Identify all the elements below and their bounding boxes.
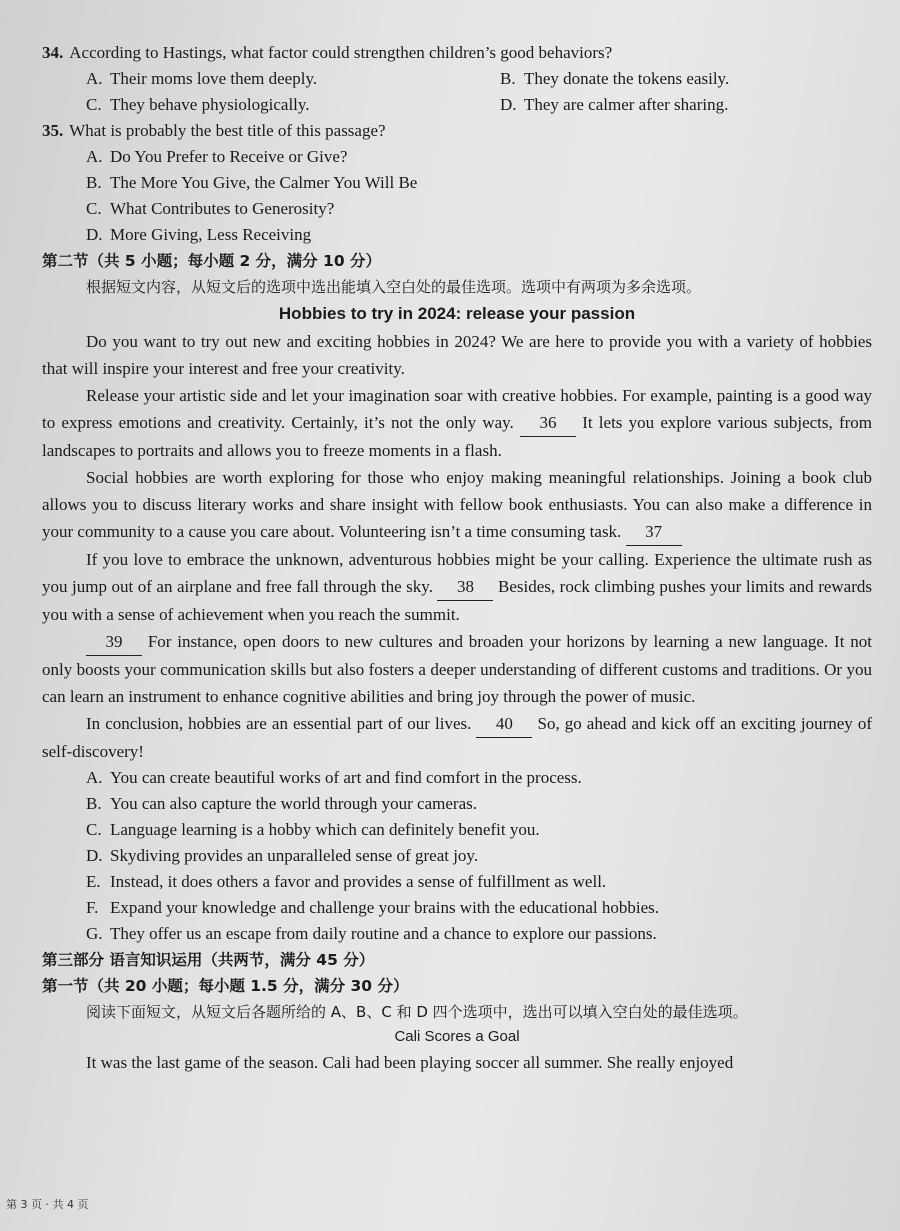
story-title: Cali Scores a Goal (394, 1028, 520, 1045)
blank-39[interactable]: 39 (86, 628, 142, 656)
paragraph-5: 39 For instance, open doors to new cultures and broaden your horizons by learning a new language. It not only boosts your communication skills but also fosters a deeper understanding of different customs and traditions. Or you can learn an instrument to enhance cognitive abilities and bring joy through the power of music. (42, 628, 872, 710)
blank-40[interactable]: 40 (476, 710, 532, 738)
blank-37[interactable]: 37 (626, 518, 682, 546)
paragraph-2: Release your artistic side and let your imagination soar with creative hobbies. For example, painting is a good way to express emotions and creativity. Certainly, it’s not the only way. 36 It lets you explore various subjects, from landscapes to portraits and allows you to freeze moments in a flash. (42, 386, 873, 460)
section-instruction: 根据短文内容，从短文后的选项中选出能填入空白处的最佳选项。选项中有两项为多余选项。 (86, 278, 702, 296)
page-footer: 第 3 页 · 共 4 页 (6, 1198, 89, 1211)
choice-g[interactable]: G. They offer us an escape from daily routine and a chance to explore our passions. (86, 924, 657, 943)
question-number: 34. (42, 43, 64, 62)
option-a[interactable]: A. Do You Prefer to Receive or Give? (86, 147, 348, 166)
section-heading: 第二节（共 5 小题；每小题 2 分，满分 10 分） (42, 252, 382, 270)
blank-36[interactable]: 36 (520, 409, 576, 437)
paragraph-1: Do you want to try out new and exciting hobbies in 2024? We are here to provide you with a variety of hobbies that will inspire your interest and free your creativity. (42, 332, 872, 378)
choice-e[interactable]: E. Instead, it does others a favor and provides a sense of fulfillment as well. (86, 872, 607, 891)
option-d[interactable]: D. More Giving, Less Receiving (86, 225, 312, 244)
option-c[interactable]: C. What Contributes to Generosity? (86, 199, 335, 218)
page-content (42, 40, 872, 1076)
paragraph-4: If you love to embrace the unknown, adventurous hobbies might be your calling. Experience the ultimate rush as you jump out of an airplane and free fall through the sky. 38 Besides, rock climbing pushes your limits and rewards you with a sense of achievement when you reach the summit. (42, 550, 873, 624)
part3-instruction: 阅读下面短文，从短文后各题所给的 A、B、C 和 D 四个选项中，选出可以填入空白处的最佳选项。 (86, 1003, 748, 1021)
question-34 (42, 40, 872, 66)
option-c[interactable]: C. They behave physiologically. (86, 95, 310, 114)
question-stem: What is probably the best title of this passage? (69, 121, 386, 140)
choice-d[interactable]: D. Skydiving provides an unparalleled sense of great joy. (86, 846, 479, 865)
option-b[interactable]: B. The More You Give, the Calmer You Will Be (86, 173, 418, 192)
q34-options-row1 (42, 66, 872, 92)
part3-heading: 第三部分 语言知识运用（共两节，满分 45 分） (42, 951, 375, 969)
choice-a[interactable]: A. You can create beautiful works of art and find comfort in the process. (86, 768, 582, 787)
story-first-line: It was the last game of the season. Cali had been playing soccer all summer. She really enjoyed (86, 1053, 734, 1072)
passage-title: Hobbies to try in 2024: release your passion (278, 304, 636, 323)
choice-c[interactable]: C. Language learning is a hobby which can definitely benefit you. (86, 820, 540, 839)
option-b[interactable]: B. They donate the tokens easily. (500, 69, 730, 88)
part3-subheading: 第一节（共 20 小题；每小题 1.5 分，满分 30 分） (42, 977, 409, 995)
choice-f[interactable]: F. Expand your knowledge and challenge your brains with the educational hobbies. (86, 898, 660, 917)
option-d[interactable]: D. They are calmer after sharing. (500, 95, 729, 114)
q34-options-row2 (42, 92, 872, 118)
blank-38[interactable]: 38 (437, 573, 493, 601)
choice-b[interactable]: B. You can also capture the world through your cameras. (86, 794, 477, 813)
paragraph-6: In conclusion, hobbies are an essential part of our lives. 40 So, go ahead and kick off an exciting journey of self-discovery! (42, 710, 872, 765)
paragraph-3: Social hobbies are worth exploring for those who enjoy making meaningful relationships. Joining a book club allows you to discuss literary works and share insight with fellow book enthusiasts. You can also make a difference in your community to a cause you care about. Volunteering isn’t a time consuming task. 37 (42, 464, 872, 546)
question-number: 35. (42, 121, 64, 140)
question-stem: According to Hastings, what factor could strengthen children’s good behaviors? (69, 43, 613, 62)
question-35 (42, 118, 872, 144)
option-a[interactable]: A. Their moms love them deeply. (86, 69, 318, 88)
